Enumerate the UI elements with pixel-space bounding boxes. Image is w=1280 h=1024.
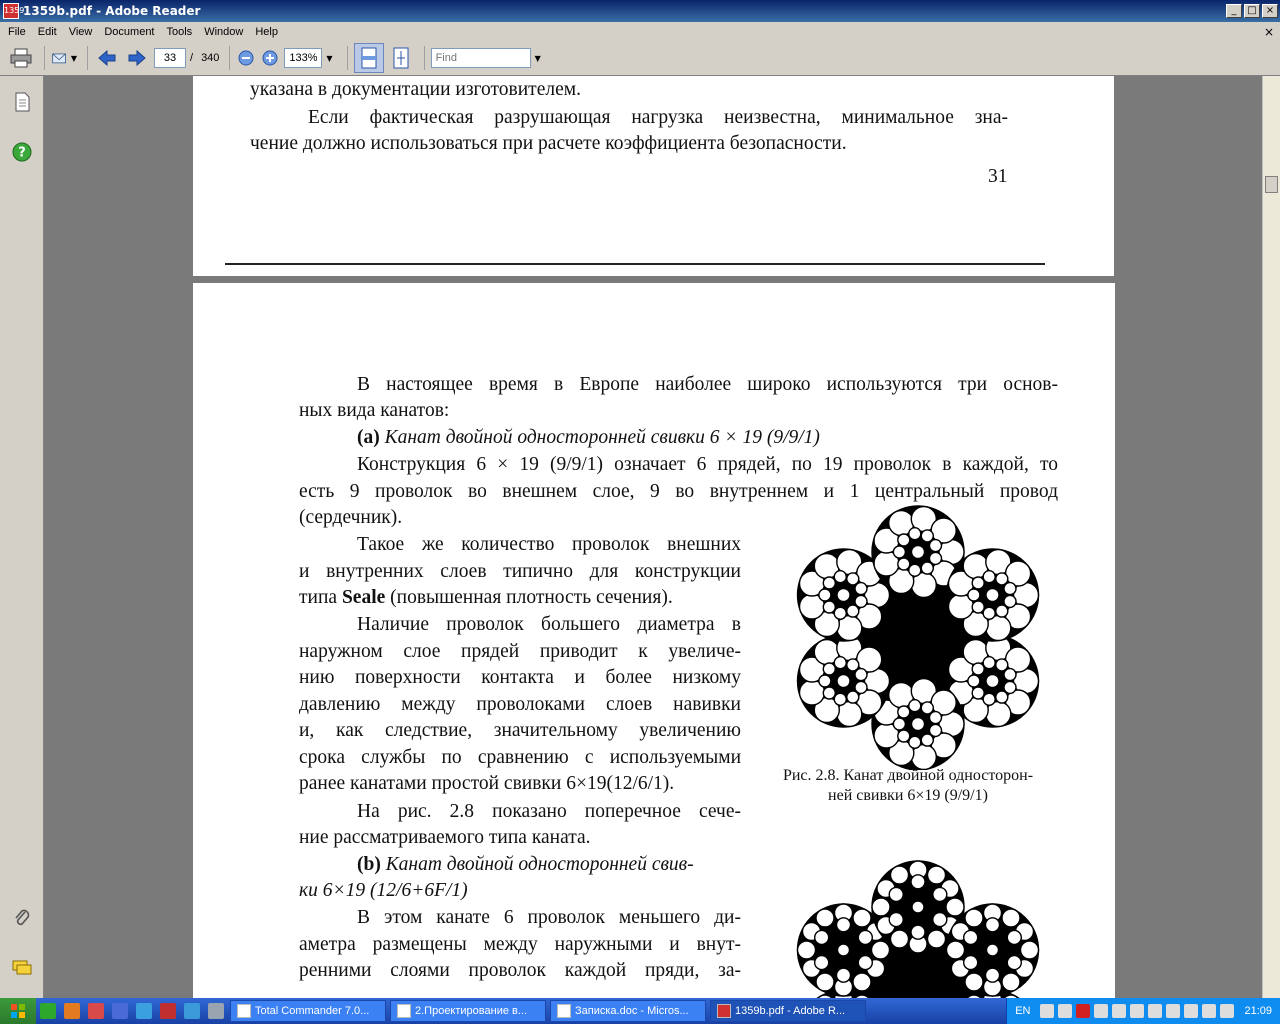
fit-width-icon[interactable] bbox=[354, 43, 384, 73]
text-line: ние рассматриваемого типа каната. bbox=[299, 827, 591, 848]
document-close-icon[interactable]: × bbox=[1263, 24, 1274, 39]
section-b-label: (b) bbox=[357, 854, 381, 875]
text-span: типа bbox=[299, 587, 342, 608]
language-indicator[interactable]: EN bbox=[1015, 1005, 1031, 1017]
inner-wire bbox=[858, 930, 872, 944]
vertical-scrollbar[interactable] bbox=[1262, 76, 1280, 998]
inner-wire bbox=[909, 700, 921, 712]
tray-icon[interactable] bbox=[1076, 1004, 1090, 1018]
text-line: чение должно использоваться при расчете коэффициента безопасности. bbox=[250, 133, 847, 154]
rope-cross-section-figure bbox=[778, 505, 1058, 770]
text-line: есть 9 проволок во внешнем слое, 9 во внутреннем и 1 центральный провод bbox=[299, 481, 1058, 502]
minimize-button[interactable]: _ bbox=[1226, 4, 1242, 18]
close-button[interactable]: × bbox=[1262, 4, 1278, 18]
menu-edit[interactable]: Edit bbox=[37, 25, 57, 38]
toolbar-separator bbox=[424, 46, 425, 70]
text-line: нию поверхности контакта и более низкому bbox=[299, 667, 741, 688]
inner-wire bbox=[911, 875, 925, 889]
inner-wire bbox=[921, 734, 933, 746]
outer-wire bbox=[1021, 941, 1039, 959]
toolbar-separator bbox=[44, 46, 45, 70]
inner-wire bbox=[837, 918, 851, 932]
menu-bar bbox=[0, 22, 1280, 41]
inner-wire bbox=[996, 691, 1008, 703]
previous-page-icon[interactable] bbox=[94, 45, 120, 71]
inner-wire bbox=[898, 558, 910, 570]
outer-wire bbox=[928, 930, 946, 948]
inner-wire bbox=[983, 693, 995, 705]
inner-wire bbox=[834, 693, 846, 705]
page-bottom-rule bbox=[225, 263, 1045, 265]
outer-wire bbox=[798, 941, 816, 959]
text-span: (повышенная плотность сечения). bbox=[385, 587, 673, 608]
help-icon[interactable] bbox=[12, 142, 32, 162]
task-app-icon bbox=[237, 1004, 251, 1018]
text-line: ренними слоями проволок каждой пряди, за- bbox=[299, 960, 741, 981]
inner-wire bbox=[823, 577, 835, 589]
outer-wire bbox=[1002, 909, 1020, 927]
tray-icon[interactable] bbox=[1094, 1004, 1108, 1018]
menu-file[interactable]: File bbox=[8, 25, 26, 38]
title-bar bbox=[0, 0, 1280, 22]
start-button[interactable] bbox=[0, 998, 36, 1024]
find-input[interactable] bbox=[431, 48, 531, 68]
inner-wire bbox=[898, 534, 910, 546]
text-line: наружном слое прядей приводит к увеличе- bbox=[299, 641, 741, 662]
fit-page-icon[interactable] bbox=[388, 45, 414, 71]
inner-wire bbox=[983, 607, 995, 619]
inner-wire bbox=[889, 913, 903, 927]
inner-wire bbox=[834, 607, 846, 619]
system-tray bbox=[1006, 998, 1280, 1024]
inner-wire bbox=[933, 887, 947, 901]
inner-wire bbox=[909, 564, 921, 576]
outer-wire bbox=[965, 909, 983, 927]
figure-caption bbox=[758, 766, 1058, 806]
tray-icon[interactable] bbox=[1040, 1004, 1054, 1018]
next-page-icon[interactable] bbox=[124, 45, 150, 71]
text-line: ных вида канатов: bbox=[299, 400, 450, 421]
inner-wire bbox=[819, 589, 831, 601]
inner-wire bbox=[996, 659, 1008, 671]
section-b-title-continued: ки 6×19 (12/6+6F/1) bbox=[299, 880, 468, 901]
svg-text:?: ? bbox=[18, 145, 26, 161]
inner-wire bbox=[834, 571, 846, 583]
attachments-icon[interactable] bbox=[12, 908, 32, 928]
zoom-in-icon[interactable] bbox=[260, 45, 280, 71]
inner-wire bbox=[921, 530, 933, 542]
navigation-pane bbox=[0, 76, 44, 998]
taskbar-item-label: 1359b.pdf - Adobe R... bbox=[735, 1005, 846, 1017]
rope-cross-section-figure-b bbox=[758, 843, 1058, 998]
quicklaunch-icon[interactable] bbox=[88, 1003, 104, 1019]
inner-wire bbox=[847, 659, 859, 671]
outer-wire bbox=[928, 866, 946, 884]
pages-icon[interactable] bbox=[12, 92, 32, 112]
zoom-out-icon[interactable] bbox=[236, 45, 256, 71]
inner-wire bbox=[847, 691, 859, 703]
text-line: и внутренних слоев типично для конструкции bbox=[299, 561, 741, 582]
zoom-dropdown-icon[interactable]: ▼ bbox=[326, 53, 333, 63]
inner-wire bbox=[909, 528, 921, 540]
outer-wire bbox=[853, 909, 871, 927]
quicklaunch-icon[interactable] bbox=[136, 1003, 152, 1019]
center-wire bbox=[912, 546, 925, 559]
quicklaunch-icon[interactable] bbox=[40, 1003, 56, 1019]
inner-wire bbox=[855, 595, 867, 607]
inner-wire bbox=[933, 913, 947, 927]
app-icon[interactable]: 1359 bbox=[3, 3, 19, 19]
inner-wire bbox=[968, 589, 980, 601]
text-line: Если фактическая разрушающая нагрузка неизвестна, минимальное зна- bbox=[308, 107, 1008, 128]
inner-wire bbox=[847, 573, 859, 585]
taskbar-item-word-1[interactable] bbox=[390, 1000, 546, 1022]
text-line: срока службы по сравнению с используемыми bbox=[299, 747, 741, 768]
page-total: 340 bbox=[201, 52, 220, 64]
inner-wire bbox=[823, 663, 835, 675]
quicklaunch-icon[interactable] bbox=[208, 1003, 224, 1019]
find-dropdown-icon[interactable]: ▼ bbox=[534, 53, 541, 63]
inner-wire bbox=[1004, 669, 1016, 681]
toolbar-separator bbox=[229, 46, 230, 70]
center-wire bbox=[837, 589, 850, 602]
inner-wire bbox=[996, 605, 1008, 617]
inner-wire bbox=[964, 930, 978, 944]
inner-wire bbox=[837, 968, 851, 982]
section-a-heading bbox=[357, 426, 820, 450]
tray-icon[interactable] bbox=[1112, 1004, 1126, 1018]
page-separator: / bbox=[190, 52, 194, 64]
taskbar bbox=[0, 998, 1280, 1024]
taskbar-item-label: Записка.doc - Micros... bbox=[575, 1005, 689, 1017]
inner-wire bbox=[898, 730, 910, 742]
menu-help[interactable]: Help bbox=[255, 25, 278, 38]
center-wire bbox=[912, 901, 924, 913]
text-span-bold: Seale bbox=[341, 587, 386, 608]
print-icon[interactable] bbox=[8, 45, 34, 71]
outer-wire bbox=[853, 973, 871, 991]
figure-caption-line: ней свивки 6×19 (9/9/1) bbox=[828, 787, 988, 804]
page-number-input[interactable] bbox=[154, 48, 186, 68]
center-wire bbox=[986, 589, 999, 602]
tray-icon[interactable] bbox=[1130, 1004, 1144, 1018]
inner-wire bbox=[968, 675, 980, 687]
inner-wire bbox=[996, 573, 1008, 585]
inner-wire bbox=[983, 571, 995, 583]
inner-wire bbox=[889, 887, 903, 901]
quicklaunch-icon[interactable] bbox=[160, 1003, 176, 1019]
inner-wire bbox=[930, 552, 942, 564]
inner-wire bbox=[823, 687, 835, 699]
page-number-label: 31 bbox=[988, 166, 1008, 187]
menu-view[interactable]: View bbox=[68, 25, 93, 38]
inner-wire bbox=[847, 605, 859, 617]
task-app-icon bbox=[397, 1004, 411, 1018]
clock[interactable]: 21:09 bbox=[1244, 1005, 1272, 1017]
tray-icon[interactable] bbox=[1058, 1004, 1072, 1018]
toolbar bbox=[0, 41, 1280, 76]
zoom-level-input[interactable] bbox=[284, 48, 322, 68]
outer-wire bbox=[947, 941, 965, 959]
inner-wire bbox=[930, 712, 942, 724]
inner-wire bbox=[1007, 930, 1021, 944]
inner-wire bbox=[909, 736, 921, 748]
text-line: ранее канатами простой свивки 6×19(12/6/1). bbox=[299, 773, 675, 794]
inner-wire bbox=[834, 657, 846, 669]
text-line: указана в документации изготовителем. bbox=[250, 79, 581, 100]
inner-wire bbox=[1004, 583, 1016, 595]
inner-wire bbox=[823, 601, 835, 613]
tray-icon[interactable] bbox=[1166, 1004, 1180, 1018]
menu-window[interactable]: Window bbox=[204, 25, 244, 38]
outer-wire bbox=[1002, 973, 1020, 991]
inner-wire bbox=[921, 702, 933, 714]
pdf-page-current bbox=[193, 283, 1115, 998]
inner-wire bbox=[986, 968, 1000, 982]
taskbar-item-total-commander[interactable] bbox=[230, 1000, 386, 1022]
inner-wire bbox=[930, 724, 942, 736]
email-icon[interactable]: ▼ bbox=[51, 45, 77, 71]
taskbar-item-adobe-reader[interactable] bbox=[710, 1000, 866, 1022]
text-line: Наличие проволок большего диаметра в bbox=[357, 614, 741, 635]
outer-wire bbox=[872, 898, 890, 916]
comments-icon[interactable] bbox=[12, 958, 32, 978]
center-wire bbox=[987, 944, 999, 956]
inner-wire bbox=[972, 577, 984, 589]
inner-wire bbox=[858, 956, 872, 970]
text-line: Конструкция 6 × 19 (9/9/1) означает 6 прядей, по 19 проволок в каждой, то bbox=[357, 454, 1058, 475]
menu-document[interactable]: Document bbox=[104, 25, 155, 38]
outer-wire bbox=[816, 973, 834, 991]
center-wire bbox=[837, 675, 850, 688]
inner-wire bbox=[819, 675, 831, 687]
inner-wire bbox=[1007, 956, 1021, 970]
text-line: и, как следствие, значительному увеличению bbox=[299, 720, 741, 741]
toolbar-separator bbox=[347, 46, 348, 70]
inner-wire bbox=[893, 718, 905, 730]
text-line: (сердечник). bbox=[299, 507, 403, 528]
inner-wire bbox=[855, 583, 867, 595]
center-wire bbox=[986, 675, 999, 688]
section-b-title: Канат двойной односторонней свив- bbox=[385, 854, 694, 875]
section-a-label: (а) bbox=[357, 427, 380, 448]
volume-icon[interactable] bbox=[1148, 1004, 1162, 1018]
document-view[interactable] bbox=[44, 76, 1262, 998]
section-a-title: Канат двойной односторонней свивки 6 × 19 (9/9/1) bbox=[384, 427, 820, 448]
section-b-heading bbox=[357, 853, 694, 877]
text-line: На рис. 2.8 показано поперечное сече- bbox=[357, 801, 741, 822]
taskbar-item-label: 2.Проектирование в... bbox=[415, 1005, 528, 1017]
inner-wire bbox=[815, 930, 829, 944]
text-line bbox=[299, 586, 673, 610]
text-line: Такое же количество проволок внешних bbox=[357, 534, 741, 555]
inner-wire bbox=[815, 956, 829, 970]
taskbar-item-label: Total Commander 7.0... bbox=[255, 1005, 370, 1017]
task-app-icon bbox=[557, 1004, 571, 1018]
inner-wire bbox=[972, 601, 984, 613]
inner-wire bbox=[893, 546, 905, 558]
outer-wire bbox=[872, 941, 890, 959]
inner-wire bbox=[986, 918, 1000, 932]
center-wire bbox=[912, 718, 925, 731]
inner-wire bbox=[930, 540, 942, 552]
inner-wire bbox=[911, 925, 925, 939]
inner-wire bbox=[1004, 595, 1016, 607]
window-title: 1359b.pdf - Adobe Reader bbox=[23, 4, 201, 18]
tray-icon[interactable] bbox=[1220, 1004, 1234, 1018]
toolbar-separator bbox=[87, 46, 88, 70]
inner-wire bbox=[921, 562, 933, 574]
text-line: В этом канате 6 проволок меньшего ди- bbox=[357, 907, 741, 928]
inner-wire bbox=[964, 956, 978, 970]
text-line: В настоящее время в Европе наиболее широко используются три основ- bbox=[357, 374, 1058, 395]
menu-tools[interactable]: Tools bbox=[166, 25, 193, 38]
outer-wire bbox=[891, 866, 909, 884]
inner-wire bbox=[972, 663, 984, 675]
pdf-page-previous bbox=[193, 76, 1114, 276]
center-wire bbox=[838, 944, 850, 956]
maximize-button[interactable]: □ bbox=[1244, 4, 1260, 18]
tray-icon[interactable] bbox=[1202, 1004, 1216, 1018]
quicklaunch-icon[interactable] bbox=[112, 1003, 128, 1019]
text-line: аметра размещены между наружными и внут- bbox=[299, 934, 741, 955]
taskbar-item-word-2[interactable] bbox=[550, 1000, 706, 1022]
text-line: давлению между проволоками слоев навивки bbox=[299, 694, 741, 715]
task-app-icon bbox=[717, 1004, 731, 1018]
quicklaunch-icon[interactable] bbox=[64, 1003, 80, 1019]
tray-icon[interactable] bbox=[1184, 1004, 1198, 1018]
outer-wire bbox=[965, 973, 983, 991]
outer-wire bbox=[891, 930, 909, 948]
outer-wire bbox=[946, 898, 964, 916]
inner-wire bbox=[855, 669, 867, 681]
inner-wire bbox=[855, 681, 867, 693]
outer-wire bbox=[816, 909, 834, 927]
scrollbar-thumb[interactable] bbox=[1265, 176, 1278, 193]
figure-caption-line: Рис. 2.8. Канат двойной односторон- bbox=[782, 767, 1034, 784]
quicklaunch-icon[interactable] bbox=[184, 1003, 200, 1019]
inner-wire bbox=[1004, 681, 1016, 693]
inner-wire bbox=[898, 706, 910, 718]
inner-wire bbox=[972, 687, 984, 699]
inner-wire bbox=[983, 657, 995, 669]
